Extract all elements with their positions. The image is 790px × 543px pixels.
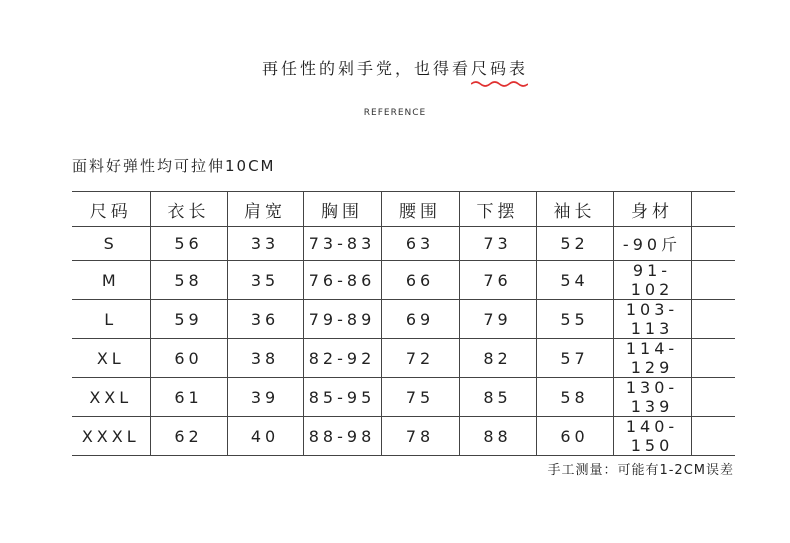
table-cell: 78 (381, 417, 459, 456)
column-header: 尺码 (72, 192, 150, 227)
table-header-row (72, 192, 735, 227)
table-cell: 59 (150, 300, 227, 339)
title-emphasis-text: 尺码表 (471, 59, 529, 78)
table-cell: 79-89 (303, 300, 381, 339)
table-cell: 114-129 (613, 339, 691, 378)
table-cell: 103-113 (613, 300, 691, 339)
size-label-cell: XXXL (72, 417, 150, 456)
table-row (72, 261, 735, 300)
table-cell: -90斤 (613, 227, 691, 261)
size-chart-table (72, 191, 735, 456)
table-cell: 130-139 (613, 378, 691, 417)
column-header: 肩宽 (227, 192, 303, 227)
table-row (72, 339, 735, 378)
table-cell: 33 (227, 227, 303, 261)
table-cell: 40 (227, 417, 303, 456)
table-row (72, 417, 735, 456)
table-cell: 66 (381, 261, 459, 300)
table-cell: 88-98 (303, 417, 381, 456)
table-cell: 85 (459, 378, 536, 417)
measurement-footnote: 手工测量：可能有1-2CM误差 (547, 463, 734, 478)
table-cell: 69 (381, 300, 459, 339)
table-cell: 82 (459, 339, 536, 378)
table-cell: 75 (381, 378, 459, 417)
table-cell: 58 (150, 261, 227, 300)
table-cell: 39 (227, 378, 303, 417)
table-cell: 63 (381, 227, 459, 261)
table-cell: 55 (536, 300, 613, 339)
empty-column-cell (691, 300, 735, 339)
empty-column-cell (691, 339, 735, 378)
table-cell: 36 (227, 300, 303, 339)
table-cell: 35 (227, 261, 303, 300)
table-cell: 85-95 (303, 378, 381, 417)
table-cell: 61 (150, 378, 227, 417)
table-cell: 73-83 (303, 227, 381, 261)
empty-column-cell (691, 227, 735, 261)
table-cell: 73 (459, 227, 536, 261)
empty-column-cell (691, 261, 735, 300)
table-cell: 60 (150, 339, 227, 378)
size-label-cell: XXL (89, 387, 133, 407)
table-row (72, 378, 735, 417)
size-label-cell: M (101, 270, 120, 290)
column-header: 袖长 (536, 192, 613, 227)
table-cell: 60 (536, 417, 613, 456)
column-header: 衣长 (150, 192, 227, 227)
table-cell: 79 (459, 300, 536, 339)
table-cell: 76 (459, 261, 536, 300)
table-cell: 91-102 (613, 261, 691, 300)
column-header: 腰围 (381, 192, 459, 227)
table-cell: 56 (150, 227, 227, 261)
empty-column-cell (691, 417, 735, 456)
size-label-cell: L (104, 309, 118, 329)
column-header: 下摆 (459, 192, 536, 227)
page-title (0, 56, 790, 79)
table-row (72, 227, 735, 261)
table-cell: 58 (536, 378, 613, 417)
table-cell: 82-92 (303, 339, 381, 378)
table-cell: 140-150 (613, 417, 691, 456)
empty-column-cell (691, 192, 735, 227)
table-cell: 38 (227, 339, 303, 378)
title-prefix: 再任性的剁手党，也得看 (261, 59, 471, 78)
title-emphasis (471, 56, 528, 79)
size-label-cell: S (103, 234, 118, 253)
table-cell: 62 (150, 417, 227, 456)
column-header: 胸围 (303, 192, 381, 227)
empty-column-cell (691, 378, 735, 417)
fabric-note: 面料好弹性均可拉伸10CM (72, 157, 276, 175)
table-cell: 57 (536, 339, 613, 378)
wavy-underline-icon (471, 80, 528, 88)
table-cell: 54 (536, 261, 613, 300)
table-cell: 88 (459, 417, 536, 456)
table-cell: 52 (536, 227, 613, 261)
table-cell: 72 (381, 339, 459, 378)
table-cell: 76-86 (303, 261, 381, 300)
subtitle: REFERENCE (363, 108, 427, 118)
column-header: 身材 (613, 192, 691, 227)
table-row (72, 300, 735, 339)
size-label-cell: XL (96, 348, 125, 368)
